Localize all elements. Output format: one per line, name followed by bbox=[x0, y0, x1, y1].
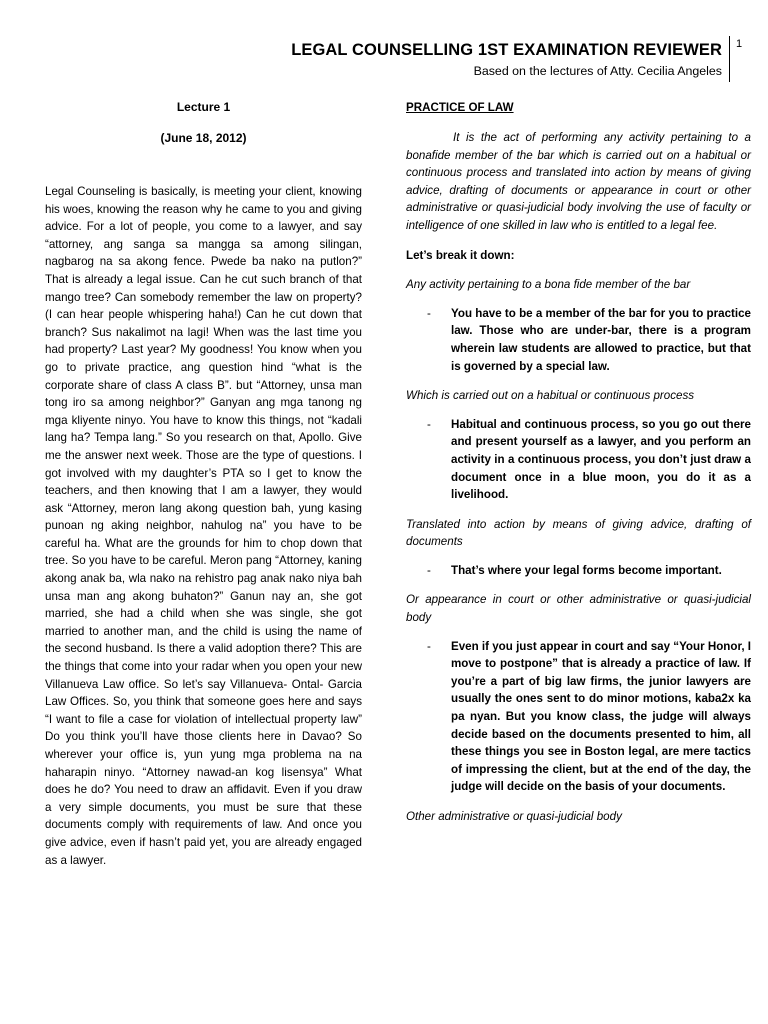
bullet-text: Even if you just appear in court and say “Your Honor, I move to postpone” that is already a practice of law. If you’re a part of big law firms, the junior lawyers are usually the ones sent to do minor motions, kaba2x ka pa nyan. But you know class, the judge will always decide based on the documents presented to him, all these things you see in Boston legal, are mere tactics of impressing the client, but at the end of the day, the judge will decide on the basis of your documents. bbox=[451, 639, 751, 794]
bullet-item bbox=[406, 305, 751, 375]
bullet-dash: - bbox=[427, 563, 431, 577]
bullet-text: Habitual and continuous process, so you go out there and present yourself as a lawyer, and you perform an activity in a continuous process, you don’t just draw a document once in a blue moon, you do it as a livelihood. bbox=[451, 417, 751, 502]
bullet-item bbox=[406, 562, 751, 580]
bullet-dash: - bbox=[427, 306, 431, 320]
breakdown-heading: Let’s break it down: bbox=[406, 248, 515, 262]
point-heading: Translated into action by means of giving advice, drafting of documents bbox=[406, 517, 751, 549]
bullet-text: You have to be a member of the bar for you to practice law. Those who are under-bar, there is a program wherein law students are allowed to practice, but that is governed by a special law. bbox=[451, 306, 751, 373]
bullet-item bbox=[406, 638, 751, 796]
right-column bbox=[406, 99, 751, 826]
bullet-dash: - bbox=[427, 417, 431, 431]
point-heading: Any activity pertaining to a bona fide member of the bar bbox=[406, 278, 691, 292]
page-number: 1 bbox=[736, 38, 743, 50]
page-header bbox=[291, 38, 722, 80]
definition-paragraph: It is the act of performing any activity pertaining to a bonafide member of the bar which is carried out on a habitual or continuous process and translated into action by means of giving advice, drafting of documents or appearance in court or other administrative or quasi-judicial body involving the use of faculty or intelligence of one skilled in law who is entitled to a legal fee. bbox=[406, 131, 751, 232]
lecture-body-paragraph: Legal Counseling is basically, is meeting your client, knowing his woes, knowing the reason why he came to you and giving advice. For a lot of people, you come to a lawyer, and say “attorney, ang sanga sa mangga sa among silingan, nagbarog na sa akong fence. Pwede ba nako na putlon?” That is already a legal issue. Can he cut such branch of that mango tree? Can somebody remember the law on property? (I can hear people whispering haha!) Can he cut down that branch? Sus nakalimot na lagi! When was the last time you had property? Last year? My goodness! You know when you go to private practice, ang question hind “what is the corporate share of class A class B”. but “Attorney, unsa man tong iro sa among neighbor?” Ganyan ang mga tanong ng mga kliyente ninyo. You have to know this things, not “kadali lang ha? Tempa lang.” So you research on that, Apollo. Give me the answer next week. Those are the type of questions. I got involved with my daughter’s PTA so I get to know the teachers, and then knowing that I am a lawyer, they would ask “Attorney, meron lang akong question bah, yung kasing punoan ng aking neighbor, nahulog na” you have to be careful ha. What are the grounds for him to chop down that tree. So you have to be careful. Meron pang “Attorney, kaning akong anak ba, wla nako na rehistro pag anak nako niya bah unsa man ang akong buhaton?” Ganun nay an, she got married, she had a child when she was single, she got married to another man, and the child is using the name of the second husband. Is there a valid adoption there? This are the things that come into your radar when you open your new Villanueva Law office. So let’s say Villanueva- Ontal- Garcia Law Offices. So, you think that someone goes here and says “I want to file a case for violation of intellectual property law” Do you think you’ll have those clients here in Davao? So wherever your office is, yun yung mga problema na na haharapin ninyo. “Attorney nawad-an kog lisensya” What does he do? You need to draw an affidavit. Even if you draw a very simple documents, you must be sure that these documents comply with requirements of law. And once you give advice, even if hasn’t paid yet, you are already engaged as a lawyer. bbox=[45, 185, 362, 867]
bullet-text: That’s where your legal forms become important. bbox=[451, 563, 722, 577]
lecture-date: (June 18, 2012) bbox=[160, 131, 247, 145]
lecture-heading: Lecture 1 bbox=[176, 100, 231, 114]
header-divider bbox=[729, 36, 730, 82]
point-heading: Or appearance in court or other administrative or quasi-judicial body bbox=[406, 593, 751, 625]
document-title: LEGAL COUNSELLING 1ST EXAMINATION REVIEWER bbox=[291, 41, 722, 59]
point-heading: Which is carried out on a habitual or continuous process bbox=[406, 389, 695, 403]
section-title: PRACTICE OF LAW bbox=[406, 101, 514, 114]
point-heading: Other administrative or quasi-judicial body bbox=[406, 810, 622, 823]
document-subtitle: Based on the lectures of Atty. Cecilia Angeles bbox=[473, 64, 722, 78]
bullet-item bbox=[406, 416, 751, 504]
bullet-dash: - bbox=[427, 639, 431, 653]
left-column bbox=[45, 99, 362, 869]
